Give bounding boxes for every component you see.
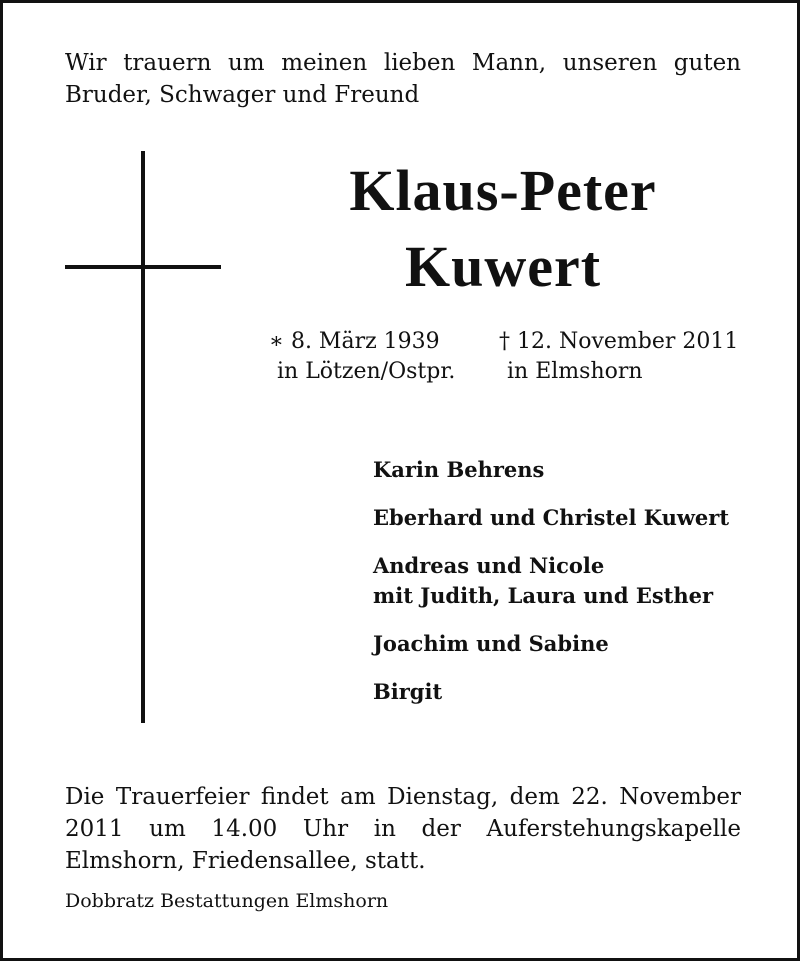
deceased-first-name: Klaus-Peter — [349, 158, 657, 223]
birth-star-icon: ∗ — [269, 329, 284, 354]
intro-text: Wir trauern um meinen lieben Mann, unseren guten Bruder, Schwager und Freund — [65, 50, 741, 108]
death-date: 12. November 2011 — [517, 329, 739, 354]
service-announcement: Die Trauerfeier findet am Dienstag, dem 22. November 2011 um 14.00 Uhr in der Auferstehungskapelle Elmshorn, Friedensallee, statt. — [65, 784, 741, 874]
birth-place: in Lötzen/Ostpr. — [277, 359, 456, 384]
mourner: Karin Behrens — [373, 457, 545, 482]
deceased-name — [243, 153, 763, 305]
birth-info — [269, 327, 455, 387]
birth-date: 8. März 1939 — [290, 329, 440, 354]
cross-vertical-bar — [141, 151, 145, 723]
deceased-last-name: Kuwert — [404, 234, 602, 299]
mourner-group — [373, 551, 773, 611]
mourner: Birgit — [373, 679, 443, 704]
death-dagger-icon: † — [499, 329, 510, 354]
death-place: in Elmshorn — [507, 359, 643, 384]
mourner: Andreas und Nicole — [373, 553, 605, 578]
mourner: Joachim und Sabine — [373, 631, 609, 656]
mourners-list — [373, 455, 773, 725]
cross-icon — [65, 151, 221, 723]
mourner-children: mit Judith, Laura und Esther — [373, 583, 714, 608]
death-info — [499, 327, 738, 387]
mourner: Eberhard und Christel Kuwert — [373, 505, 730, 530]
undertaker-credit: Dobbratz Bestattungen Elmshorn — [65, 890, 389, 912]
cross-horizontal-bar — [65, 265, 221, 269]
